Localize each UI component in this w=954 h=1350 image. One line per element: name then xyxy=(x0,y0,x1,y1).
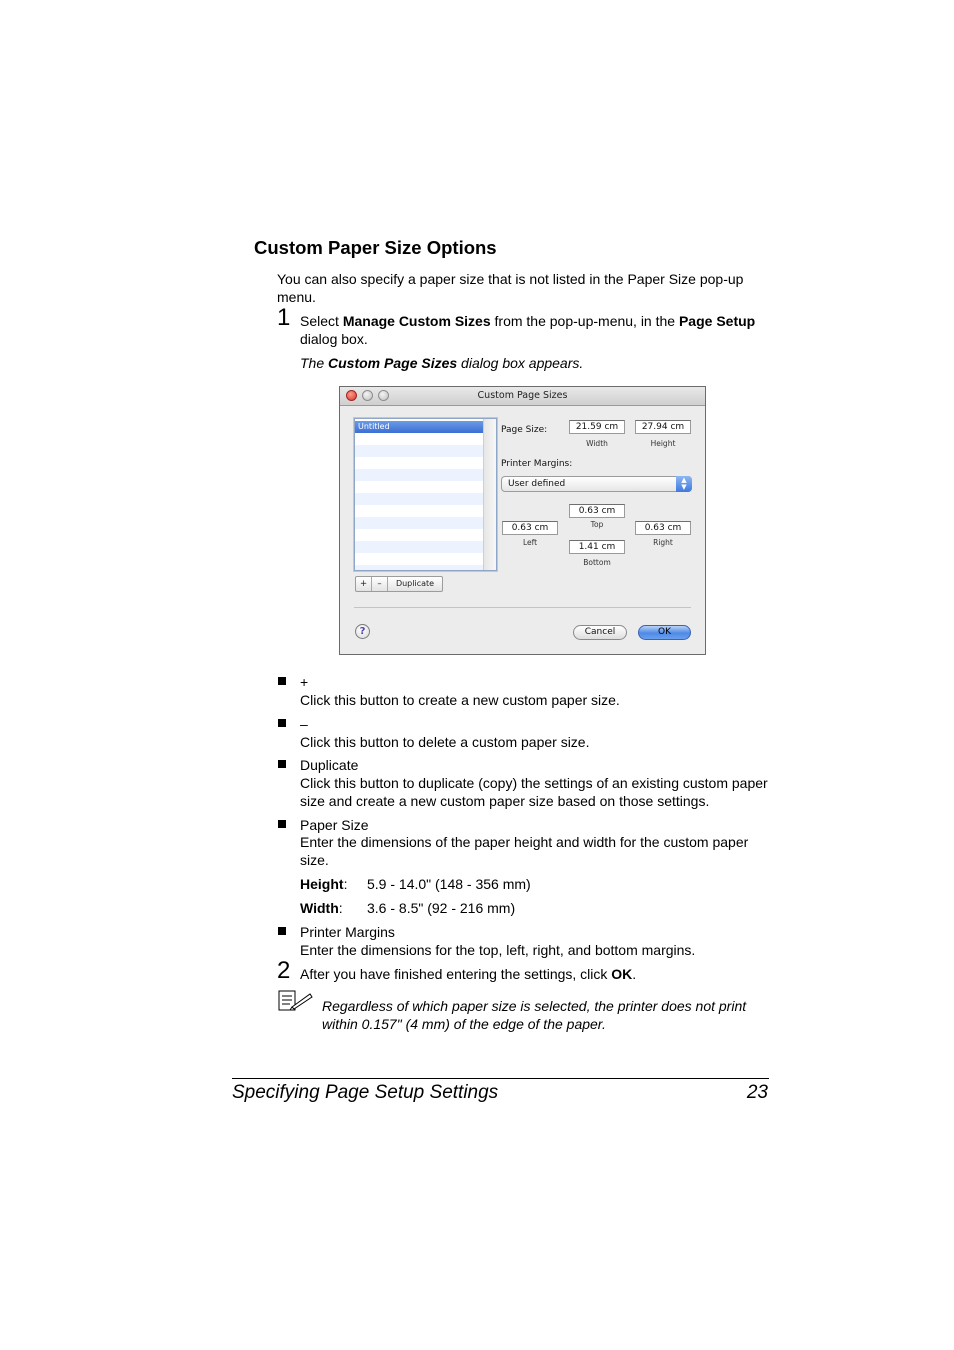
custom-page-sizes-dialog xyxy=(339,386,706,655)
step-1-number: 1 xyxy=(277,304,291,331)
printer-margins-label: Printer Margins: xyxy=(501,459,573,469)
top-margin-field[interactable]: 0.63 cm xyxy=(569,504,625,518)
bullet-description: Click this button to delete a custom paper size. xyxy=(300,734,590,750)
add-size-button[interactable]: + xyxy=(356,577,372,591)
width-label: Width xyxy=(586,439,608,448)
list-item[interactable] xyxy=(355,493,483,505)
step-2-number: 2 xyxy=(277,957,291,984)
dialog-separator xyxy=(354,607,691,608)
bullet-marker xyxy=(278,760,286,768)
bottom-margin-field[interactable]: 1.41 cm xyxy=(569,540,625,554)
list-item[interactable] xyxy=(355,565,483,571)
step-1-result xyxy=(300,354,770,372)
width-dimension-label: Width: xyxy=(300,900,343,916)
list-scrollbar[interactable] xyxy=(483,419,496,570)
bullet-marker xyxy=(278,677,286,685)
bullet-marker xyxy=(278,719,286,727)
step-1-result-bold: Custom Page Sizes xyxy=(328,355,458,371)
cancel-button[interactable]: Cancel xyxy=(573,625,627,640)
popup-arrows-icon: ▲ ▼ xyxy=(676,476,692,492)
step-1-text-b: from the pop-up-menu, in the xyxy=(490,313,679,329)
note-text: Regardless of which paper size is selected, the printer does not print within 0.157" (4 mm) of the edge of the paper. xyxy=(322,998,747,1032)
left-margin-label: Left xyxy=(522,538,538,547)
bullet-description: Enter the dimensions for the top, left, right, and bottom margins. xyxy=(300,942,696,958)
bullet-description: Click this button to duplicate (copy) the settings of an existing custom paper size and create a new custom paper size based on those settings. xyxy=(300,775,768,809)
step-2-text xyxy=(300,965,770,983)
step-1-text xyxy=(300,312,780,348)
right-margin-label: Right xyxy=(653,538,673,547)
right-margin-field[interactable]: 0.63 cm xyxy=(635,521,691,535)
list-item[interactable] xyxy=(355,469,483,481)
dialog-titlebar xyxy=(340,387,705,406)
dialog-title: Custom Page Sizes xyxy=(477,390,568,401)
custom-sizes-list[interactable] xyxy=(354,418,497,571)
step-1-text-c: dialog box. xyxy=(300,331,368,347)
height-dimension-value: 5.9 - 14.0" (148 - 356 mm) xyxy=(367,876,531,892)
bullet-title: Paper Size xyxy=(300,817,369,833)
intro-paragraph: You can also specify a paper size that is not listed in the Paper Size pop-up menu. xyxy=(277,271,744,305)
height-field[interactable]: 27.94 cm xyxy=(635,420,691,434)
margins-popup[interactable] xyxy=(501,476,692,492)
ok-button[interactable]: OK xyxy=(638,625,691,640)
note-pencil-icon xyxy=(278,990,314,1017)
page-number: 23 xyxy=(746,1082,768,1103)
remove-size-button[interactable]: – xyxy=(372,577,388,591)
step-1-bold-b: Page Setup xyxy=(678,313,756,329)
list-item[interactable] xyxy=(355,517,483,529)
step-1-result-b: dialog box appears. xyxy=(457,355,584,371)
margins-popup-value: User defined xyxy=(508,479,566,489)
step-2-text-b: . xyxy=(632,966,637,982)
footer-rule xyxy=(232,1078,769,1079)
width-dimension-value: 3.6 - 8.5" (92 - 216 mm) xyxy=(367,900,516,916)
bullet-marker xyxy=(278,927,286,935)
height-dimension-label: Height: xyxy=(300,876,348,892)
footer-title: Specifying Page Setup Settings xyxy=(232,1082,499,1103)
list-button-group xyxy=(355,576,443,592)
step-1-text-a: Select xyxy=(300,313,343,329)
height-label-text: Height xyxy=(300,876,344,892)
section-title: Custom Paper Size Options xyxy=(254,237,497,258)
list-item-selected[interactable]: Untitled xyxy=(355,421,483,433)
step-2-text-a: After you have finished entering the settings, click xyxy=(300,966,612,982)
bottom-margin-label: Bottom xyxy=(583,558,611,567)
duplicate-button[interactable]: Duplicate xyxy=(395,579,435,588)
left-margin-field[interactable]: 0.63 cm xyxy=(502,521,558,535)
height-label: Height xyxy=(650,439,676,448)
bullet-description: Click this button to create a new custom paper size. xyxy=(300,692,620,708)
bullet-title: Duplicate xyxy=(300,757,359,773)
step-1-result-a: The xyxy=(300,355,329,371)
step-2-bold: OK xyxy=(611,966,633,982)
bullet-marker xyxy=(278,820,286,828)
width-field[interactable]: 21.59 cm xyxy=(569,420,625,434)
bullet-title: + xyxy=(300,674,309,690)
bullet-title: Printer Margins xyxy=(300,924,395,940)
list-item[interactable] xyxy=(355,445,483,457)
list-item[interactable] xyxy=(355,541,483,553)
width-label-text: Width xyxy=(300,900,339,916)
bullet-description: Enter the dimensions of the paper height and width for the custom paper size. xyxy=(300,834,749,868)
page-size-label: Page Size: xyxy=(501,425,548,435)
bullet-title: – xyxy=(300,716,308,732)
top-margin-label: Top xyxy=(590,520,604,529)
step-1-bold-a: Manage Custom Sizes xyxy=(342,313,491,329)
help-button[interactable]: ? xyxy=(355,624,370,639)
